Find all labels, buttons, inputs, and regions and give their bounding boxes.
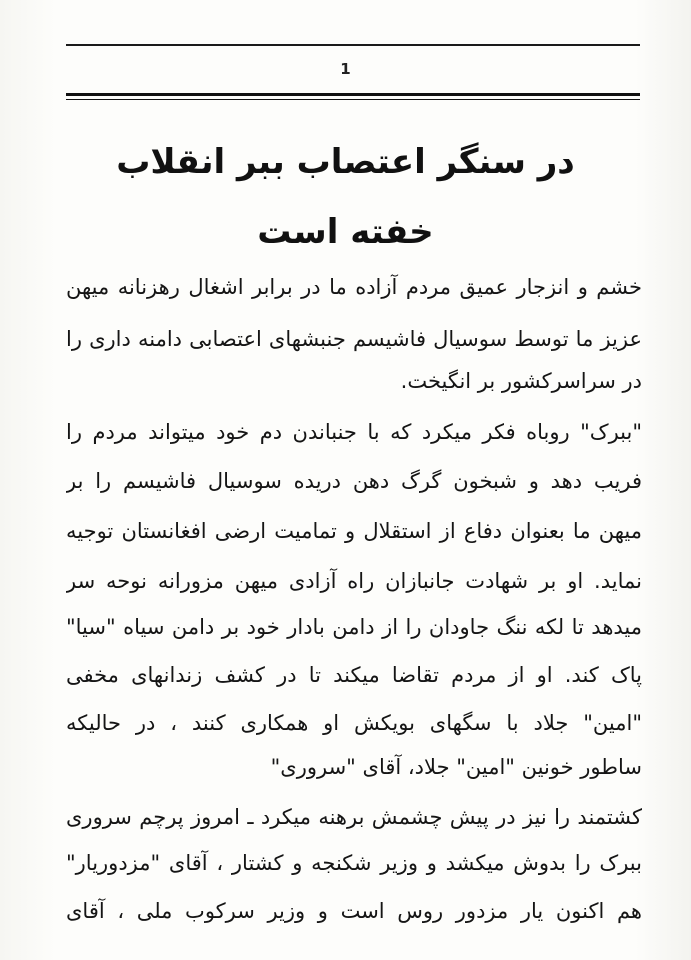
body-text-line: هم اکنون یار مزدور روس است و وزیر سرکوب ملی ، آقای [66, 899, 642, 923]
body-text-line: میهن ما بعنوان دفاع از استقلال و تمامیت ارضی افغانستان توجیه [66, 519, 642, 543]
body-text-line: کشتمند را نیز در پیش چشمش برهنه میکرد ـ امروز پرچم سروری [66, 805, 642, 829]
header-double-rule-thick [66, 93, 640, 96]
body-text-line: ساطور خونین "امین" جلاد، آقای "سروری" [270, 755, 642, 779]
body-text-line: عزیز ما توسط سوسیال فاشیسم جنبشهای اعتصابی دامنه داری را [66, 327, 642, 351]
body-text-line: فریب دهد و شبخون گرگ دهن دریده سوسیال فاشیسم را بر [66, 469, 642, 493]
body-text-line: نماید. او بر شهادت جانبازان راه آزادی میهن مزورانه نوحه سر [66, 569, 642, 593]
page-number: 1 [340, 60, 351, 78]
body-text-line: میدهد تا لکه ننگ جاودان را از دامن بادار خود بر دامن سیاه "سیا" [66, 615, 642, 639]
header-double-rule-thin [66, 99, 640, 100]
article-title-line-2: خفته است [257, 212, 434, 252]
body-text-line: "امین" جلاد با سگهای بویکش او همکاری کنند ، در حالیکه [66, 711, 642, 735]
body-text-line: ببرک را بدوش میکشد و وزیر شکنجه و کشتار ، آقای "مزدوریار" [66, 851, 642, 875]
header-top-rule [66, 44, 640, 46]
body-text-line: پاک کند. او از مردم تقاضا میکند تا در کشف زندانهای مخفی [66, 663, 642, 687]
body-text-line: "ببرک" روباه فکر میکرد که با جنباندن دم خود میتواند مردم را [66, 420, 642, 444]
body-text-line: خشم و انزجار عمیق مردم آزاده ما در برابر اشغال رهزنانه میهن [66, 275, 642, 299]
article-title-line-1: در سنگر اعتصاب ببر انقلاب [116, 142, 575, 182]
body-text-line: در سراسرکشور بر انگیخت. [400, 369, 642, 393]
